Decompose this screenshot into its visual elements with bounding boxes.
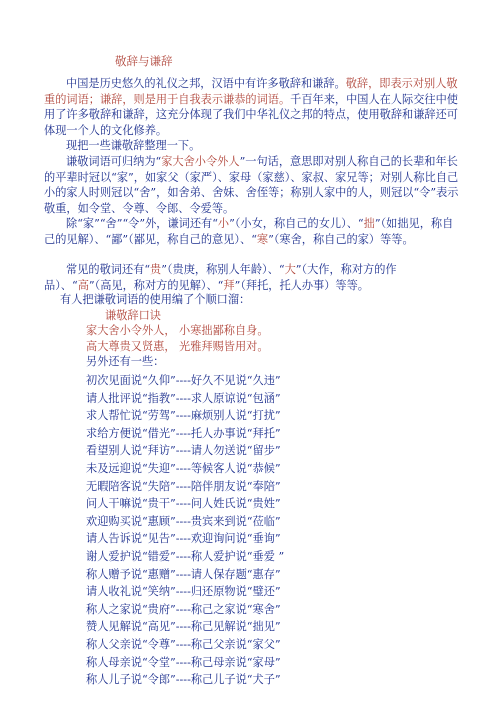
poem-line-2: 高大尊贵又贤惠， 光雅拜赐皆用对。 [86,340,269,353]
p2-highlight-zhuo: 拙 [363,217,375,230]
lead-text: 现把一些谦敬辞整理一下。 [66,139,201,152]
phrase-list [86,372,284,689]
list-item: 看望别人说“拜访”----请人勿送说“留步” [86,444,281,458]
poem-title: 谦敬辞口诀 [105,309,161,322]
intro-part-2: 敬辞，即表示对别人敬重的词语；谦辞，则是用于自我表示谦恭的词语。 [44,77,458,106]
list-item: 请人告诉说“见告”----欢迎询问说“垂询” [86,532,281,546]
intro-part-3: 千百年来，中国人在人际交往中使用了许多敬辞和谦辞，这充分体现了我们中华礼仪之邦的特点，使用敬辞和谦辞还可体现一个人的文化修养。 [44,92,458,137]
poem-line-1: 家大舍小令外人， 小寒拙鄙称自身。 [86,324,269,337]
p1-text-a: 谦敬词语可归纳为“ [66,155,162,168]
list-item: 称人之家说“贵府”----称己之家说“寒舍” [86,602,281,616]
list-item: 请人批评说“指教”----求人原谅说“包涵” [86,391,281,405]
p2-highlight-han: 寒 [256,232,269,246]
rhyme-intro: 有人把谦敬词语的使用编了个顺口溜： [60,293,251,306]
intro-part-1: 中国是历史悠久的礼仪之邦，汉语中有许多敬辞和谦辞。 [66,77,346,90]
p2-text-e: ”（如拙见，称自己的见解）、“鄙”（鄙见，称自己的意见）、“ [44,217,454,246]
list-item: 无暇陪客说“失陪”----陪伴朋友说“奉陪” [86,479,281,493]
paragraph-humble-words [44,216,459,247]
intro-paragraph [44,76,459,138]
list-item: 求给方便说“借光”----托人办事说“拜托” [86,426,281,440]
list-item: 请人收礼说“笑纳”----归还原物说“璧还” [86,585,281,599]
list-item: 欢迎购买说“惠顾”----贵宾来到说“莅临” [86,514,281,528]
p3-text-a: 常见的敬词还有“ [66,263,151,276]
p3-highlight-gui: 贵 [150,263,162,276]
p2-text-g: ”（寒舍，称自己的家）等等。 [268,232,414,246]
p3-highlight-gao: 高 [77,278,89,292]
list-item: 称人儿子说“令郎”----称己儿子说“犬子” [86,673,281,687]
paragraph-jia-she-ling [44,154,459,216]
p2-text-c: ”（小女，称自己的女儿）、“ [229,217,364,230]
p1-highlight: 家大舍小令外人 [161,155,240,168]
list-item: 求人帮忙说“劳驾”----麻烦别人说“打扰” [86,409,281,423]
p1-text-c: ”一句话，意思即对别人称自己的长辈和年长的平辈时冠以“家”，如家父（家严）、家母（家慈）、家叔、家兄等；对别人称比自己小的家人时则冠以“舍”，如舍弟、舍妹、舍侄等；称别人家中的人，则冠以“令”表示敬重，如令堂、令尊、令郎、令爱等。 [44,155,459,215]
list-item: 未及远迎说“失迎”----等候客人说“恭候” [86,461,281,475]
p3-text-c: ”（贵庚，称别人年龄）、“ [161,263,285,276]
list-item: 谢人爱护说“错爱”----称人爱护说“垂爱 ” [86,549,285,563]
list-item: 赞人见解说“高见”----称己见解说“拙见” [86,620,281,634]
list-item: 称人父亲说“令尊”----称己父亲说“家父” [86,637,281,651]
p3-text-i: ”（拜托，托人办事）等等。 [234,278,369,292]
list-item: 初次见面说“久仰”----好久不见说“久违” [86,374,281,387]
p2-highlight-xiao: 小 [217,217,230,230]
p3-highlight-da: 大 [284,263,296,276]
paragraph-respect-words [44,262,459,293]
list-item: 称人母亲说“令堂”----称己母亲说“家母” [86,655,281,669]
p3-text-g: ”（高见，称对方的见解）、“ [88,278,224,292]
p3-highlight-bai: 拜 [223,278,235,292]
list-item: 称人赠予说“惠赠”----请人保存题“惠存” [86,567,281,581]
document-title: 敬辞与谦辞 [115,54,173,68]
list-item: 问人干嘛说“贵干”----问人姓氏说“贵姓” [86,497,281,511]
p2-text-a: 除“家”“舍”“令”外，谦词还有“ [66,217,218,230]
lead-paragraph [44,138,459,154]
also-heading: 另外还有一些： [86,355,165,368]
p3-text-e: ”（大作，称对方的作品）、“ [44,263,397,292]
